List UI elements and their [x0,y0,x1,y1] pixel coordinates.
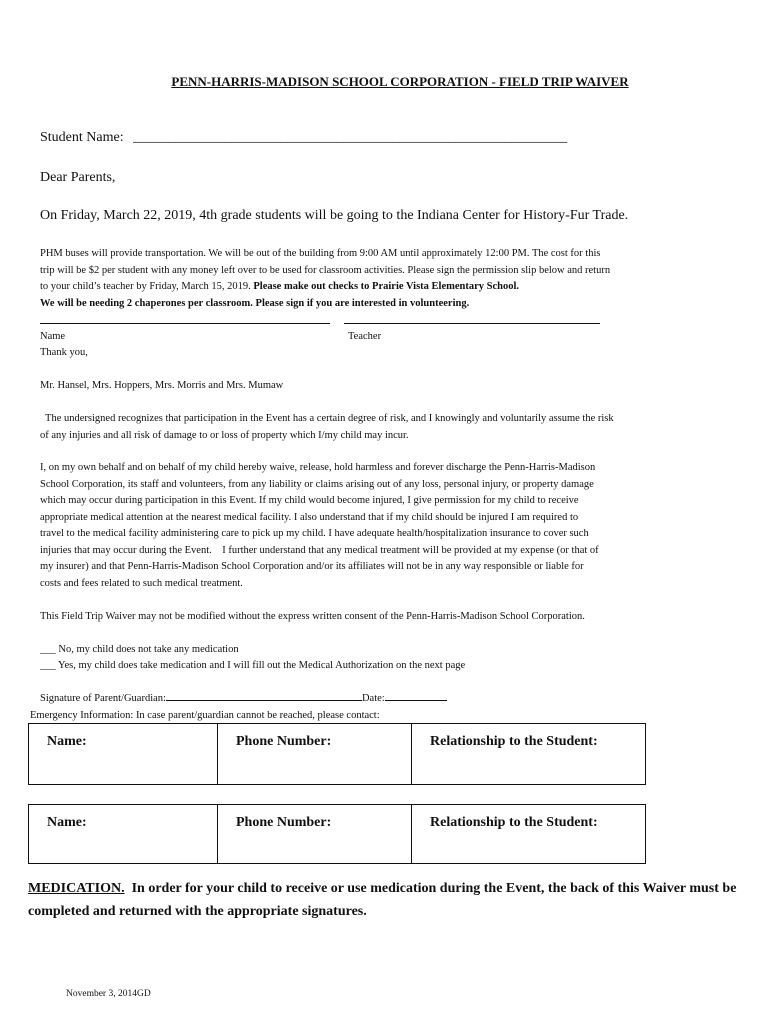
student-name-blank: ______________________________________________________________ [133,130,568,145]
date-field[interactable] [385,691,447,701]
medication-heading: MEDICATION. [28,881,125,896]
paragraph-line: costs and fees related to such medical treatment. [40,577,243,589]
contact-name-cell[interactable]: Name: [29,805,218,864]
salutation: Dear Parents, [40,170,116,185]
paragraph-line: We will be needing 2 chaperones per classroom. Please sign if you are interested in volunteering. [40,297,470,309]
date-label: Date: [361,693,385,704]
teacher-label: Teacher [348,331,382,342]
paragraph-line: to your child’s teacher by Friday, March 15, 2019. Please make out checks to Prairie Vista Elementary School. [40,281,520,292]
paragraph-line: injuries that may occur during the Event. I further understand that any medical treatment will be provided at my expense (or that of [40,544,599,556]
contact-relationship-cell[interactable]: Relationship to the Student: [412,805,646,864]
medication-notice [28,877,748,923]
teacher-signature-line [344,323,600,324]
contact-relationship-cell[interactable]: Relationship to the Student: [412,724,646,785]
contact-phone-cell[interactable]: Phone Number: [218,724,412,785]
modification-notice: This Field Trip Waiver may not be modified without the express written consent of the Penn-Harris-Madison School Corporation. [40,611,585,622]
transport-paragraph [40,246,740,312]
page-title: PENN-HARRIS-MADISON SCHOOL CORPORATION - FIELD TRIP WAIVER [171,74,629,89]
staff-names: Mr. Hansel, Mrs. Hoppers, Mrs. Morris and Mrs. Mumaw [40,380,284,391]
waiver-paragraph [40,460,740,592]
paragraph-line: trip will be $2 per student with any money left over to be used for classroom activities. Please sign the permission slip below and return [40,264,611,276]
paragraph-line: I, on my own behalf and on behalf of my child hereby waive, release, hold harmless and forever discharge the Penn-Harris-Madison [40,462,596,473]
signature-row [40,691,447,708]
contact-name-cell[interactable]: Name: [29,724,218,785]
student-name-row [40,130,567,146]
emergency-contact-table-2 [28,804,646,864]
emergency-info-label: Emergency Information: In case parent/guardian cannot be reached, please contact: [30,710,380,721]
paragraph-line: appropriate medical attention at the nearest medical facility. I also understand that if my child should be injured I am required to [40,511,579,523]
paragraph-line: The undersigned recognizes that participation in the Event has a certain degree of risk, and I knowingly and voluntarily assume the risk [40,413,614,424]
paragraph-line: my insurer) and that Penn-Harris-Madison School Corporation and/or its affiliates will not be in any way responsible or liable for [40,561,584,572]
signature-label: Signature of Parent/Guardian: [40,693,166,704]
paragraph-line: of any injuries and all risk of damage to or loss of property which I/my child may incur. [40,429,409,441]
thanks-text: Thank you, [40,347,88,358]
paragraph-line: School Corporation, its staff and volunteers, from any liability or claims arising out of any loss, personal injury, or property damage [40,478,594,490]
paragraph-line: which may occur during participation in this Event. If my child would become injured, I give permission for my child to receive [40,495,579,506]
paragraph-line: travel to the medical facility administering care to pick up my child. I have adequate health/hospitalization insurance to cover such [40,528,589,539]
medication-yes-option[interactable]: ___ Yes, my child does take medication and I will fill out the Medical Authorization on the next page [40,660,466,671]
intro-text: On Friday, March 22, 2019, 4th grade students will be going to the Indiana Center for History-Fur Trade. [40,208,629,223]
contact-phone-cell[interactable]: Phone Number: [218,805,412,864]
emergency-contact-table-1 [28,723,646,785]
paragraph-line: PHM buses will provide transportation. We will be out of the building from 9:00 AM until approximately 12:00 PM. The cost for this [40,248,601,259]
name-signature-line [40,323,330,324]
medication-no-option[interactable]: ___ No, my child does not take any medication [40,644,239,655]
name-label: Name [40,331,66,342]
risk-paragraph [40,411,740,444]
medication-text: In order for your child to receive or use medication during the Event, the back of this Waiver must be completed and returned with the appropriate signatures. [28,881,740,919]
signature-field[interactable] [166,691,362,701]
student-name-label: Student Name: [40,130,124,145]
footer-date: November 3, 2014GD [66,989,151,999]
